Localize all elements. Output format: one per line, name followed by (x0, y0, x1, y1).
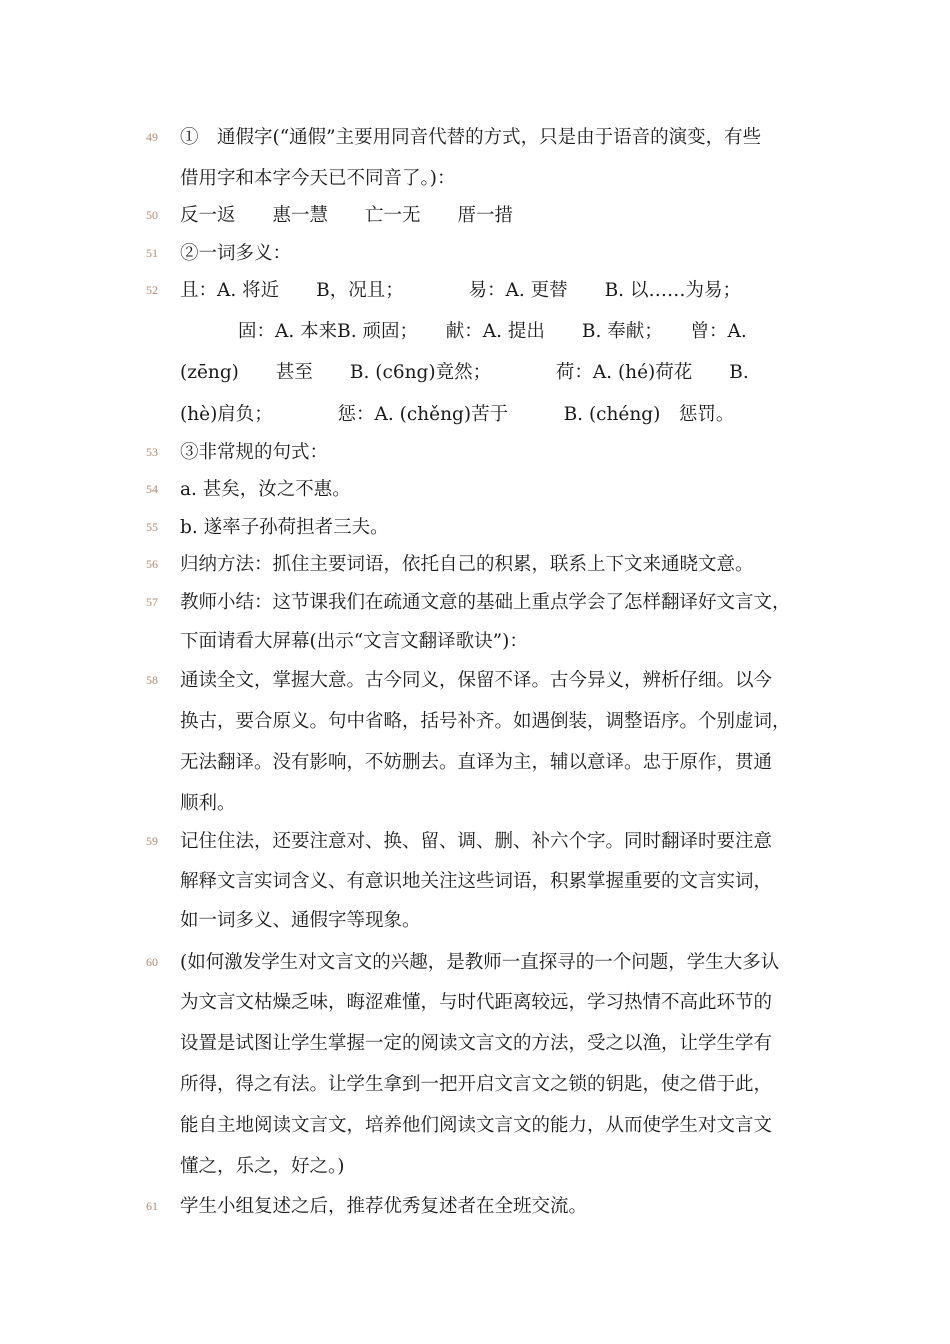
line-number: 49 (146, 130, 158, 144)
line-text: ②一词多义： (180, 243, 292, 264)
line-number: 56 (146, 557, 158, 571)
text-line (0, 1187, 950, 1227)
text-line (0, 661, 950, 701)
text-line (0, 943, 950, 983)
line-text: 懂之，乐之，好之。) (180, 1156, 345, 1177)
line-text: 顺利。 (180, 793, 236, 814)
line-text: 记住住法，还要注意对、换、留、调、删、补六个字。同时翻译时要注意 (180, 831, 773, 852)
line-text: 解释文言实词含义、有意识地关注这些词语，积累掌握重要的文言实词， (180, 871, 773, 892)
line-text: 教师小结：这节课我们在疏通文意的基础上重点学会了怎样翻译好文言文， (180, 592, 791, 613)
text-line (0, 1024, 950, 1064)
line-text: 下面请看大屏幕(出示“文言文翻译歌诀”)： (180, 631, 528, 652)
line-text: (hè)肩负； 惩：A. (chěng)苦于 B. (chéng) 惩罚。 (180, 404, 735, 425)
text-line (0, 702, 950, 742)
line-number: 58 (146, 673, 158, 687)
line-number: 60 (146, 955, 158, 969)
line-text: 且：A. 将近 B，况且； 易：A. 更替 B. 以……为易； (180, 280, 741, 301)
line-text: 反一返 惠一慧 亡一无 厝一措 (180, 205, 514, 226)
text-line (0, 353, 950, 393)
line-text: b. 遂率子孙荷担者三夫。 (180, 517, 389, 538)
line-number: 57 (146, 595, 158, 609)
line-text: (如何激发学生对文言文的兴趣，是教师一直探寻的一个问题，学生大多认 (180, 952, 780, 973)
line-text: 通读全文，掌握大意。古今同义，保留不译。古今异义，辨析仔细。以今 (180, 670, 773, 691)
text-line (0, 312, 950, 352)
line-number: 51 (146, 246, 158, 260)
line-text: ③非常规的句式： (180, 442, 329, 463)
line-number: 50 (146, 208, 158, 222)
text-line (0, 743, 950, 783)
line-number: 52 (146, 283, 158, 297)
line-number: 59 (146, 834, 158, 848)
text-line (0, 622, 950, 662)
text-line (0, 271, 950, 311)
text-line (0, 196, 950, 236)
text-line (0, 784, 950, 824)
text-line (0, 118, 950, 158)
text-line (0, 545, 950, 585)
line-number: 61 (146, 1199, 158, 1213)
line-text: 为文言文枯燥乏味，晦涩难懂，与时代距离较远，学习热情不高此环节的 (180, 992, 773, 1013)
text-line (0, 159, 950, 199)
text-line (0, 234, 950, 274)
line-text: 所得，得之有法。让学生拿到一把开启文言文之锁的钥匙，使之借于此， (180, 1074, 773, 1095)
line-text: 换古，要合原义。句中省略，括号补齐。如遇倒装，调整语序。个别虚词， (180, 711, 791, 732)
text-line (0, 583, 950, 623)
line-number: 53 (146, 445, 158, 459)
line-text: 设置是试图让学生掌握一定的阅读文言文的方法，受之以渔，让学生学有 (180, 1033, 773, 1054)
line-text: 如一词多义、通假字等现象。 (180, 910, 421, 931)
text-line (0, 508, 950, 548)
line-number: 54 (146, 482, 158, 496)
line-text: 无法翻译。没有影响，不妨删去。直译为主，辅以意译。忠于原作，贯通 (180, 752, 773, 773)
text-line (0, 395, 950, 435)
text-line (0, 862, 950, 902)
text-line (0, 1147, 950, 1187)
line-text: ① 通假字(“通假”主要用同音代替的方式，只是由于语音的演变，有些 (180, 127, 762, 148)
text-line (0, 901, 950, 941)
text-line (0, 1106, 950, 1146)
text-line (0, 433, 950, 473)
line-text: 借用字和本字今天已不同音了。)： (180, 168, 456, 189)
line-text: 归纳方法：抓住主要词语，依托自己的积累，联系上下文来通晓文意。 (180, 554, 754, 575)
line-text: 学生小组复述之后，推荐优秀复述者在全班交流。 (180, 1196, 588, 1217)
text-line (0, 470, 950, 510)
line-text: 能自主地阅读文言文，培养他们阅读文言文的能力，从而使学生对文言文 (180, 1115, 773, 1136)
text-line (0, 983, 950, 1023)
line-text: 固：A. 本来B. 顽固； 献：A. 提出 B. 奉献； 曾：A. (238, 321, 747, 342)
line-text: a. 甚矣，汝之不惠。 (180, 479, 351, 500)
line-number: 55 (146, 520, 158, 534)
line-text: (zēng) 甚至 B. (c6ng)竟然； 荷：A. (hé)荷花 B. (180, 362, 749, 383)
text-line (0, 822, 950, 862)
text-line (0, 1065, 950, 1105)
